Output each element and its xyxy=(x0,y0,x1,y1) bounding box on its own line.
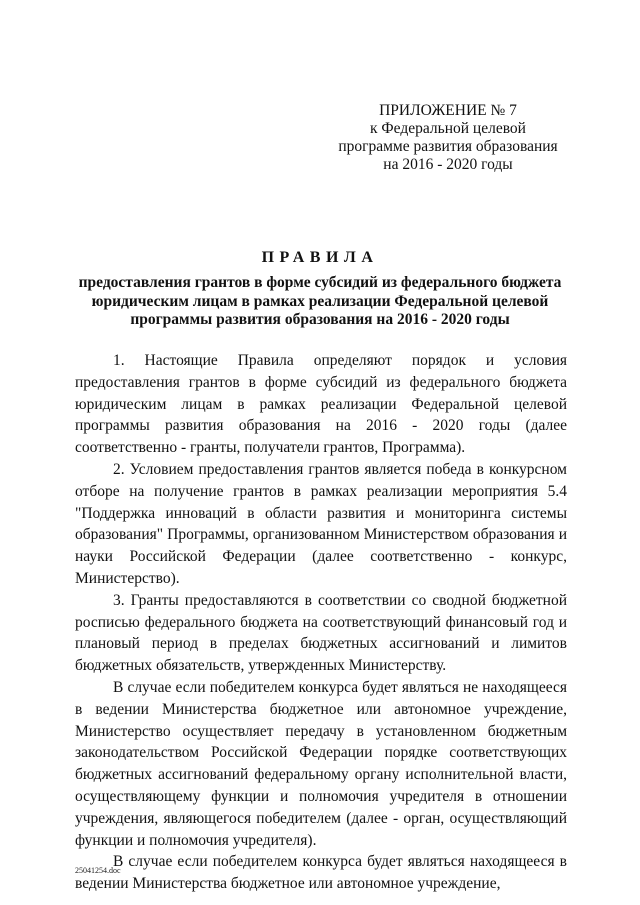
appendix-header xyxy=(330,102,566,174)
appendix-number: ПРИЛОЖЕНИЕ № 7 xyxy=(379,102,517,119)
appendix-line-3: программе развития образования xyxy=(338,138,558,155)
document-subtitle: предоставления грантов в форме субсидий из федерального бюджета юридическим лицам в рамках реализации Федеральной целевой программы развития образования на 2016 - 2020 годы xyxy=(78,274,562,328)
paragraph-4: В случае если победителем конкурса будет являться не находящееся в ведении Министерства бюджетное или автономное учреждение, Министерство осуществляет передачу в установленном бюджетным законодательством Российской Федерации порядке соответствующих бюджетных ассигнований федеральному органу исполнительной власти, осуществляющему функции и полномочия учредителя в отношении учреждения, являющегося победителем (далее - орган, осуществляющий функции и полномочия учредителя). xyxy=(75,678,567,849)
paragraph-3: 3. Гранты предоставляются в соответствии со сводной бюджетной росписью федерального бюджета на соответствующий финансовый год и плановый период в пределах бюджетных ассигнований и лимитов бюджетных обязательств, утвержденных Министерству. xyxy=(75,591,567,675)
appendix-line-2: к Федеральной целевой xyxy=(370,120,526,137)
appendix-line-4: на 2016 - 2020 годы xyxy=(383,156,513,173)
paragraph-5: В случае если победителем конкурса будет являться находящееся в ведении Министерства бюджетное или автономное учреждение, xyxy=(75,853,567,893)
document-body xyxy=(75,350,567,895)
document-title: ПРАВИЛА xyxy=(261,249,379,266)
file-name-footer: 25041254.doc xyxy=(75,866,121,875)
paragraph-1: 1. Настоящие Правила определяют порядок и условия предоставления грантов в форме субсидий из федерального бюджета юридическим лицам в рамках реализации Федеральной целевой программы развития образования на 2016 - 2020 годы (далее соответственно - гранты, получатели грантов, Программа). xyxy=(75,352,567,457)
paragraph-2: 2. Условием предоставления грантов является победа в конкурсном отборе на получение грантов в рамках реализации мероприятия 5.4 "Поддержка инноваций в области развития и мониторинга системы образования" Программы, организованном Министерством образования и науки Российской Федерации (далее соответственно - конкурс, Министерство). xyxy=(75,460,567,587)
